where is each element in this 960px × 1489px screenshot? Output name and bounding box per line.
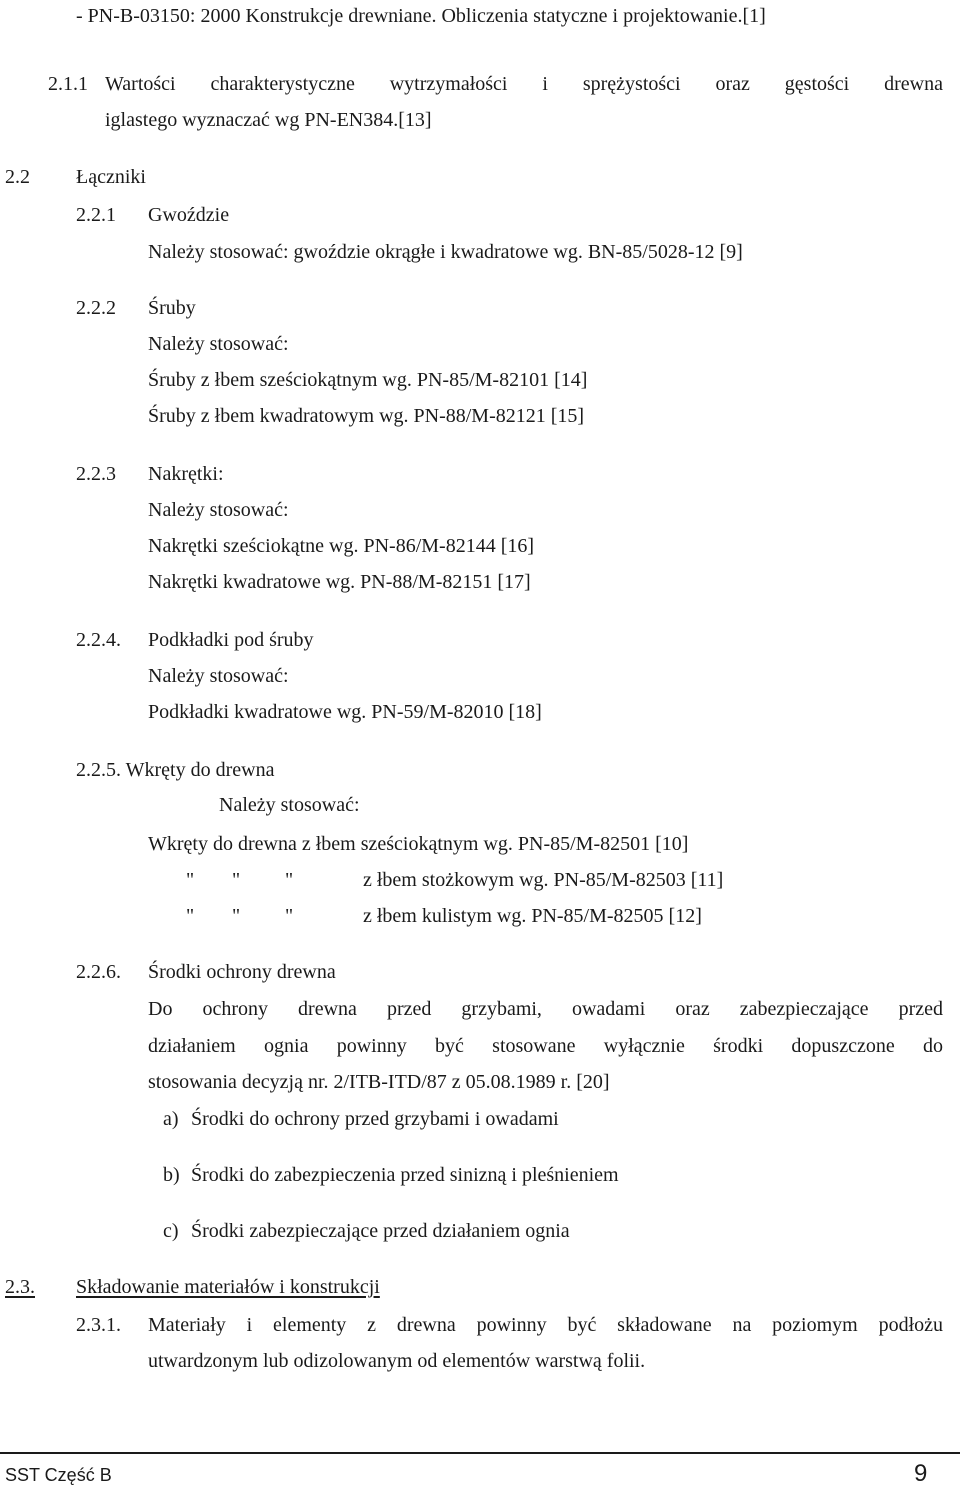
- list-item: Środki zabezpieczające przed działaniem ognia: [191, 1220, 570, 1242]
- paragraph-line: Materiały i elementy z drewna powinny być składowane na poziomym podłożu: [148, 1314, 943, 1336]
- paragraph-line: Należy stosować:: [219, 794, 360, 816]
- subsection-number: 2.2.1: [76, 204, 116, 226]
- subsection-heading: 2.2.5. Wkręty do drewna: [76, 759, 275, 781]
- subsection-number: 2.2.6.: [76, 961, 121, 983]
- section-number: 2.3.: [5, 1276, 35, 1298]
- subsection-number: 2.2.2: [76, 297, 116, 319]
- list-item: z łbem kulistym wg. PN-85/M-82505 [12]: [363, 905, 702, 927]
- subsection-number: 2.3.1.: [76, 1314, 121, 1336]
- paragraph-line: stosowania decyzją nr. 2/ITB-ITD/87 z 05.08.1989 r. [20]: [148, 1071, 610, 1093]
- section-number: 2.2: [5, 166, 30, 188]
- list-item: Nakrętki kwadratowe wg. PN-88/M-82151 [17]: [148, 571, 531, 593]
- subsection-number: 2.2.4.: [76, 629, 121, 651]
- subsection-title: Gwoździe: [148, 204, 230, 226]
- paragraph-line: Wartości charakterystyczne wytrzymałości i sprężystości oraz gęstości drewna: [105, 73, 943, 95]
- list-item: Podkładki kwadratowe wg. PN-59/M-82010 [18]: [148, 701, 542, 723]
- list-item: Środki do ochrony przed grzybami i owadami: [191, 1108, 559, 1130]
- footer-rule: [0, 1452, 960, 1454]
- ditto-mark: ": [232, 869, 241, 891]
- paragraph-line: Należy stosować:: [148, 499, 289, 521]
- paragraph-line: Należy stosować:: [148, 665, 289, 687]
- list-item: Nakrętki sześciokątne wg. PN-86/M-82144 [16]: [148, 535, 535, 557]
- section-title: Łączniki: [76, 166, 146, 188]
- page-number: 9: [914, 1460, 928, 1487]
- section-title: Składowanie materiałów i konstrukcji: [76, 1276, 380, 1298]
- section-number: 2.1.1: [48, 73, 88, 95]
- ditto-mark: ": [186, 869, 195, 891]
- list-item: Środki do zabezpieczenia przed sinizną i pleśnieniem: [191, 1164, 619, 1186]
- list-item: z łbem stożkowym wg. PN-85/M-82503 [11]: [363, 869, 724, 891]
- subsection-number: 2.2.3: [76, 463, 116, 485]
- paragraph-line: działaniem ognia powinny być stosowane wyłącznie środki dopuszczone do: [148, 1035, 943, 1057]
- subsection-title: Podkładki pod śruby: [148, 629, 314, 651]
- list-marker: a): [163, 1108, 179, 1130]
- list-item: Wkręty do drewna z łbem sześciokątnym wg. PN-85/M-82501 [10]: [148, 833, 689, 855]
- subsection-title: Śruby: [148, 297, 196, 319]
- paragraph-line: utwardzonym lub odizolowanym od elementów warstwą folii.: [148, 1350, 646, 1372]
- paragraph-line: Należy stosować:: [148, 333, 289, 355]
- footer-label: SST Część B: [5, 1465, 112, 1485]
- paragraph-line: Do ochrony drewna przed grzybami, owadami oraz zabezpieczające przed: [148, 998, 943, 1020]
- ditto-mark: ": [285, 869, 294, 891]
- list-marker: c): [163, 1220, 179, 1242]
- paragraph-line: iglastego wyznaczać wg PN-EN384.[13]: [105, 109, 432, 131]
- paragraph-line: Należy stosować: gwoździe okrągłe i kwadratowe wg. BN-85/5028-12 [9]: [148, 241, 743, 263]
- subsection-title: Nakrętki:: [148, 463, 224, 485]
- ditto-mark: ": [186, 905, 195, 927]
- subsection-title: Środki ochrony drewna: [148, 961, 336, 983]
- list-marker: b): [163, 1164, 180, 1186]
- ditto-mark: ": [232, 905, 241, 927]
- list-item: Śruby z łbem kwadratowym wg. PN-88/M-82121 [15]: [148, 405, 585, 427]
- ditto-mark: ": [285, 905, 294, 927]
- list-item: Śruby z łbem sześciokątnym wg. PN-85/M-82101 [14]: [148, 369, 588, 391]
- standard-reference: - PN-B-03150: 2000 Konstrukcje drewniane. Obliczenia statyczne i projektowanie.[1]: [76, 5, 766, 27]
